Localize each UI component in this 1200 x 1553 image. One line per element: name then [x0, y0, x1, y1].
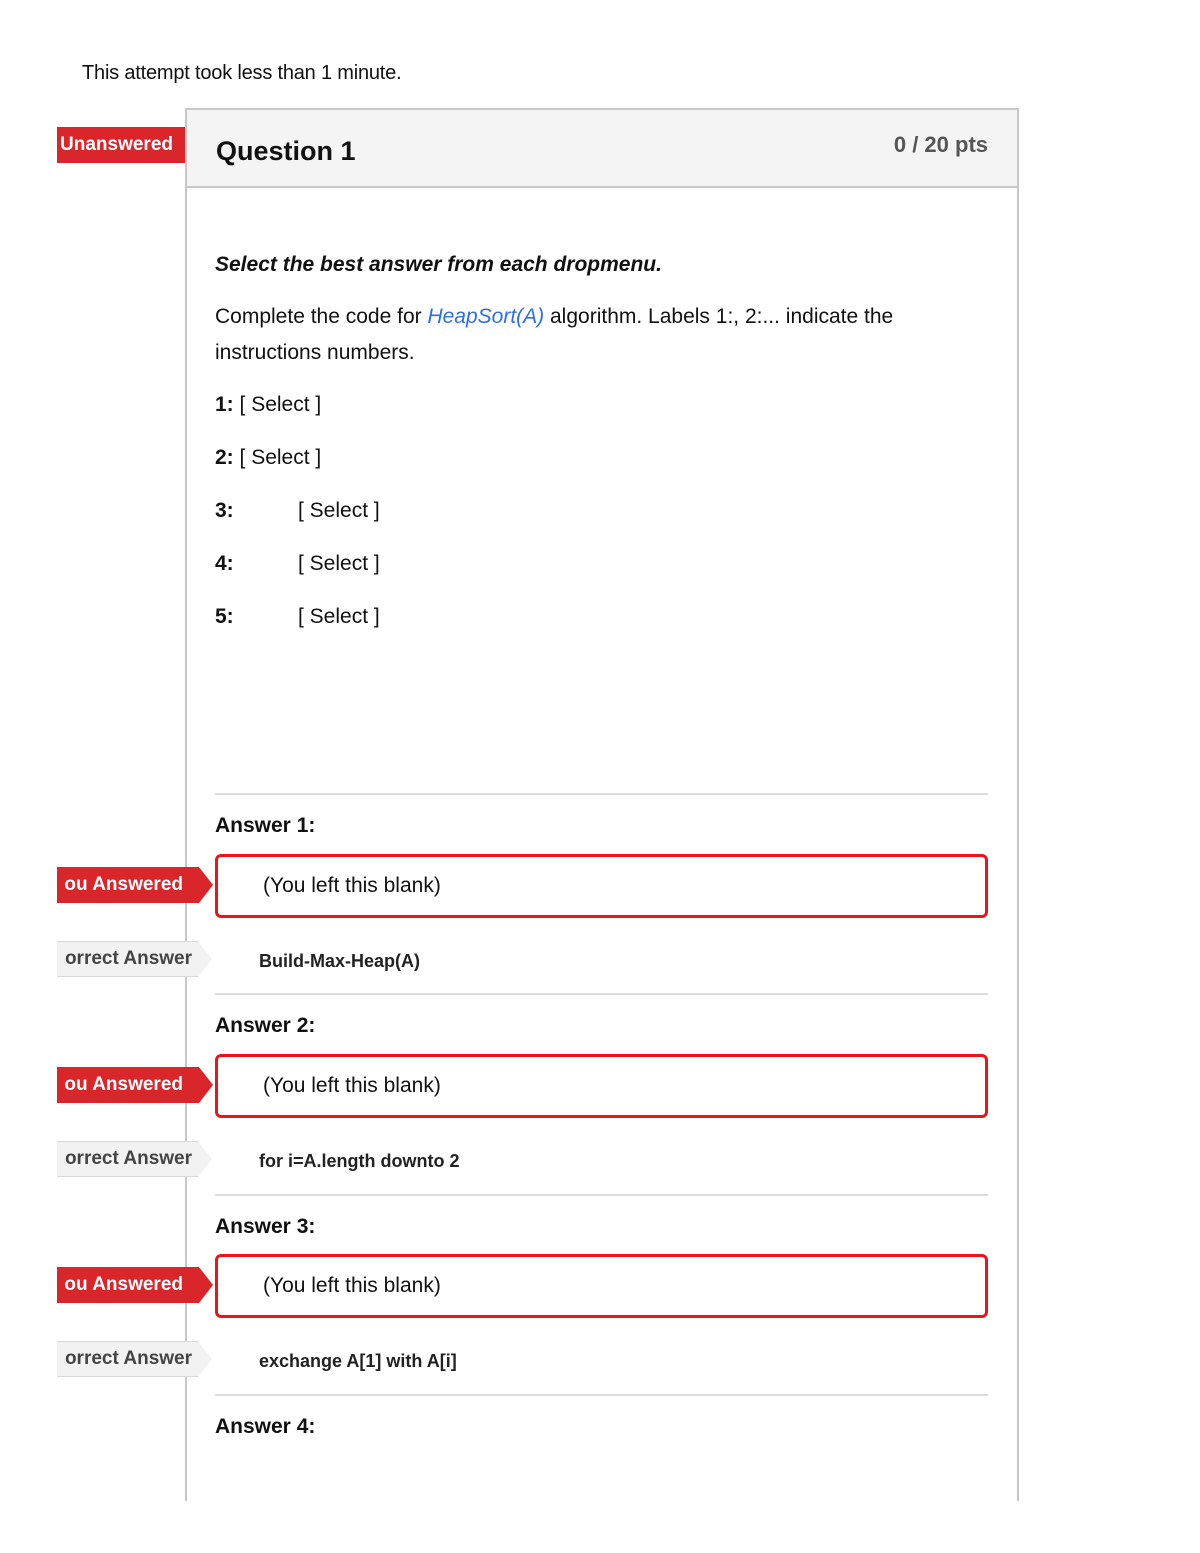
select-dropdown-5[interactable]: [ Select ]: [298, 605, 380, 628]
you-answered-arrow: [199, 867, 213, 903]
answer-2-label: Answer 2:: [215, 1014, 316, 1037]
you-answered-label: ou Answered: [64, 1074, 183, 1095]
question-prompt: [215, 305, 995, 329]
line-number: 4:: [215, 552, 234, 575]
correct-answer-label: orrect Answer: [64, 948, 192, 969]
question-points: 0 / 20 pts: [893, 132, 988, 157]
correct-answer-text: for i=A.length downto 2: [259, 1151, 460, 1171]
your-answer-text: (You left this blank): [263, 1074, 441, 1097]
your-answer-text: (You left this blank): [263, 874, 441, 897]
unanswered-flag: [57, 127, 191, 163]
question-instruction: Select the best answer from each dropmenu.: [215, 253, 662, 276]
you-answered-label: ou Answered: [64, 1274, 183, 1295]
unanswered-flag-label: Unanswered: [60, 134, 173, 155]
answer-3-label: Answer 3:: [215, 1215, 316, 1238]
correct-answer-arrow: [198, 941, 212, 977]
answer-divider: [215, 1194, 988, 1196]
line-number: 5:: [215, 605, 234, 628]
your-answer-text: (You left this blank): [263, 1274, 441, 1297]
answer-divider: [215, 993, 988, 995]
your-answer-box: [215, 854, 988, 918]
your-answer-box: [215, 1054, 988, 1118]
you-answered-flag: [57, 867, 199, 903]
line-number: 1:: [215, 393, 234, 416]
you-answered-arrow: [199, 1267, 213, 1303]
answer-divider: [215, 793, 988, 795]
your-answer-box: [215, 1254, 988, 1318]
correct-answer-label: orrect Answer: [64, 1148, 192, 1169]
code-line-3: [215, 499, 234, 523]
correct-answer-text: Build-Max-Heap(A): [259, 951, 420, 971]
select-dropdown-3[interactable]: [ Select ]: [298, 499, 380, 522]
correct-answer-flag: [57, 941, 198, 977]
you-answered-arrow: [199, 1067, 213, 1103]
attempt-duration-text: This attempt took less than 1 minute.: [82, 62, 402, 84]
correct-answer-flag: [57, 1141, 198, 1177]
line-number: 2:: [215, 446, 234, 469]
correct-answer-flag: [57, 1341, 198, 1377]
question-header: [187, 110, 1017, 188]
select-dropdown-2[interactable]: [ Select ]: [239, 446, 322, 469]
select-dropdown-1[interactable]: [ Select ]: [239, 393, 322, 416]
you-answered-label: ou Answered: [64, 874, 183, 895]
prompt-text-after: algorithm. Labels 1:, 2:... indicate the: [544, 305, 894, 328]
code-line-2: [215, 446, 321, 470]
heapsort-link[interactable]: HeapSort(A): [427, 305, 545, 328]
select-dropdown-4[interactable]: [ Select ]: [298, 552, 380, 575]
answer-4-label: Answer 4:: [215, 1415, 316, 1438]
correct-answer-text: exchange A[1] with A[i]: [259, 1351, 457, 1371]
code-line-1: [215, 393, 321, 417]
line-number: 3:: [215, 499, 234, 522]
correct-answer-arrow: [198, 1141, 212, 1177]
prompt-line-2: instructions numbers.: [215, 341, 415, 364]
code-line-5: [215, 605, 234, 629]
question-title: Question 1: [216, 136, 356, 166]
prompt-text-before: Complete the code for: [215, 305, 428, 328]
correct-answer-label: orrect Answer: [64, 1348, 192, 1369]
code-line-4: [215, 552, 234, 576]
you-answered-flag: [57, 1267, 199, 1303]
correct-answer-arrow: [198, 1341, 212, 1377]
you-answered-flag: [57, 1067, 199, 1103]
answer-divider: [215, 1394, 988, 1396]
answer-1-label: Answer 1:: [215, 814, 316, 837]
